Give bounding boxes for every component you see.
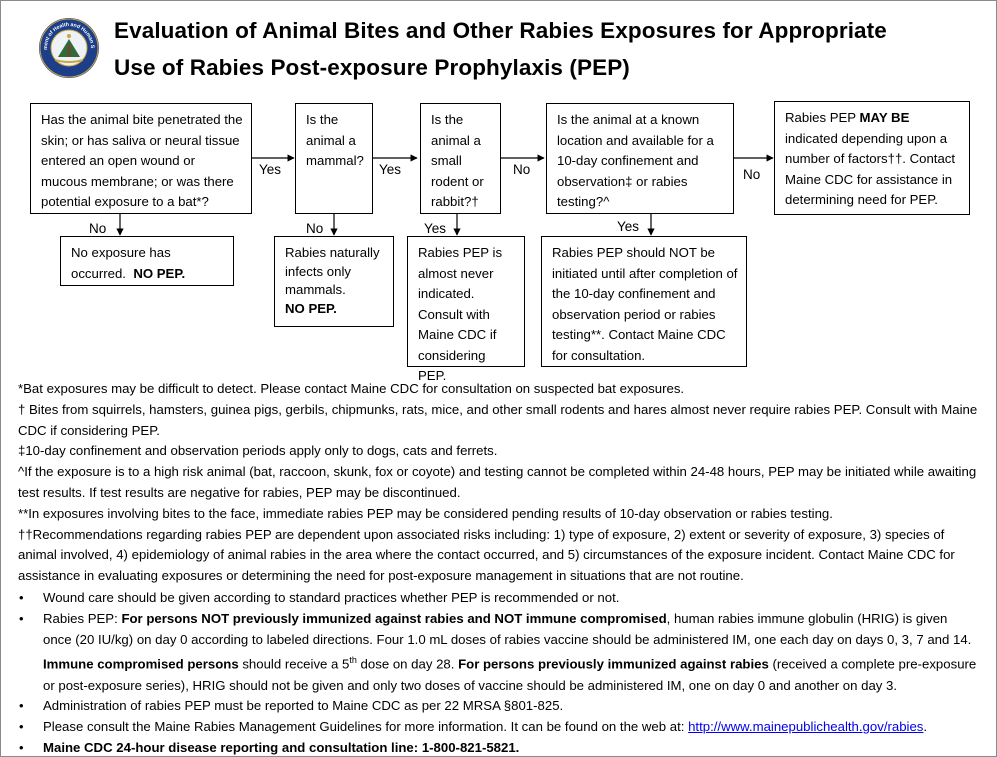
seal-lettering: ment of Health and Human S [42,21,96,50]
bullet-reporting [18,696,978,717]
pep-dosing-fifth-dose: should receive a 5 [238,656,350,672]
pep-dosing-two-doses: (received a complete pre-exposure or post-exposure series), HRIG should not be given and only two doses of vaccine should be administered IM, one on day 0 and another on day 3. [43,656,977,693]
pep-dosing-previously-immunized: For persons previously immunized against rabies [458,656,769,672]
result-only-mammals [274,236,394,327]
result-confinement-text: Rabies PEP should NOT be initiated until after completion of the 10-day confinement and observation period or rabies testing**. Contact Maine CDC for consultation. [552,245,738,363]
bullet-dot-icon: • [19,589,24,605]
result-rodent-rarely [407,236,525,383]
label-no-q4: No [743,167,761,182]
rabies-guidelines-link[interactable]: http://www.mainepublichealth.gov/rabies [688,719,924,735]
pep-dosing-day28: dose on day 28. [356,656,459,672]
label-yes-q3-down: Yes [424,221,447,236]
result-pep-may-be-pre: Rabies PEP [785,110,860,125]
bullet-guidelines-text: Please consult the Maine Rabies Management Guidelines for more information. It can be found on the web at: [43,719,689,735]
question-known-location-text: Is the animal at a known location and available for a 10-day confinement and observation‡ or rabies testing?^ [557,112,714,209]
result-pep-may-be-post: indicated depending upon a number of factors††. Contact Maine CDC for assistance in determining need for PEP. [785,130,956,207]
footnote-rodent: † Bites from squirrels, hamsters, guinea pigs, gerbils, chipmunks, rats, mice, and other small rodents and hares almost never require rabies PEP. Consult with Maine CDC if considering PEP. [18,401,978,438]
bullet-reporting-text: Administration of rabies PEP must be reported to Maine CDC as per 22 MRSA §801-825. [43,698,564,714]
bullet-guidelines-end: . [923,719,928,735]
bullet-dot-icon: • [19,739,24,755]
bullet-hotline-text: Maine CDC 24-hour disease reporting and consultation line: 1-800-821-5821. [43,739,520,755]
result-pep-may-be [774,101,970,215]
pep-dosing-sup: th [349,655,357,666]
footnote-bat: *Bat exposures may be difficult to detect. Please contact Maine CDC for consultation on suspected bat exposures. [18,381,685,396]
footnote-face-bites: **In exposures involving bites to the face, immediate rabies PEP may be considered pending results of 10-day observation or rabies testing. [18,505,833,521]
bullet-guidelines [18,717,978,738]
question-bite-exposure-text: Has the animal bite penetrated the skin; or has saliva or neural tissue entered an open wound or mucous membrane; or was there potential exposure to a bat*? [41,112,243,209]
result-rodent-rarely-text: Rabies PEP is almost never indicated. Consult with Maine CDC if considering PEP. [418,245,503,383]
pep-dosing-not-immunized: For persons NOT previously immunized against rabies and NOT immune compromised [121,610,667,626]
bullet-dot-icon: • [19,610,24,626]
label-no-q3: No [513,162,531,177]
footnotes-section [18,379,978,757]
question-bite-exposure [30,103,252,214]
pep-dosing-intro: Rabies PEP: [43,610,122,626]
footnote-recommendations: ††Recommendations regarding rabies PEP are dependent upon associated risks including: 1) type of exposure, 2) extent or severity of exposure, 3) species of animal involved, 4) epidemiology of animal rabies in the area where the contact occurred, and 5) circumstances of the exposure incident. Contact Maine CDC for assistance in evaluating exposures or determining the need for post-exposure management in situations that are not routine. [18,526,955,584]
footnote-high-risk: ^If the exposure is to a high risk animal (bat, raccoon, skunk, fox or coyote) and testing cannot be completed within 24-48 hours, PEP may be initiated while awaiting test results. If test results are negative for rabies, PEP may be discontinued. [18,464,977,500]
result-only-mammals-text: Rabies naturally infects only mammals. [285,245,380,297]
footnote-confinement: ‡10-day confinement and observation periods apply only to dogs, cats and ferrets. [18,443,498,459]
label-yes-q4-down: Yes [617,219,640,234]
page-title-line1: Evaluation of Animal Bites and Other Rabies Exposures for Appropriate [114,18,887,43]
result-no-exposure-bold: NO PEP. [133,265,186,281]
label-no-q1-down: No [89,221,107,236]
result-confinement [541,236,747,367]
pep-dosing-immune-compromised: Immune compromised persons [43,656,239,672]
bullet-wound-care [18,588,978,609]
bullet-hotline [18,738,978,757]
result-only-mammals-bold: NO PEP. [285,300,337,316]
question-small-rodent-text: Is the animal a small rodent or rabbit?† [431,112,484,209]
question-is-mammal [295,103,373,214]
question-is-mammal-text: Is the animal a mammal? [306,112,364,168]
label-no-q2-down: No [306,221,324,236]
result-no-exposure-text: No exposure has occurred. [71,245,171,281]
page-title-line2: Use of Rabies Post-exposure Prophylaxis (PEP) [114,55,630,80]
bullet-dot-icon: • [19,698,24,714]
question-small-rodent [420,103,501,214]
bullet-wound-care-text: Wound care should be given according to standard practices whether PEP is recommended or not. [43,589,620,605]
result-pep-may-be-bold: MAY BE [859,110,910,125]
question-known-location [546,103,734,214]
bullet-dot-icon: • [19,719,24,735]
label-yes-q1: Yes [259,162,282,177]
guidance-bullet-list [18,588,978,757]
bullet-pep-dosing [18,609,978,697]
result-no-exposure [60,236,234,286]
pep-dosing-hrig-text: , human rabies immune globulin (HRIG) is given once (20 IU/kg) on day 0 according to labeled directions. Four 1.0 mL doses of rabies vaccine should be administered IM, one each day on days 0, 3, 7 and 14. [43,610,972,647]
label-yes-q2: Yes [379,162,402,177]
